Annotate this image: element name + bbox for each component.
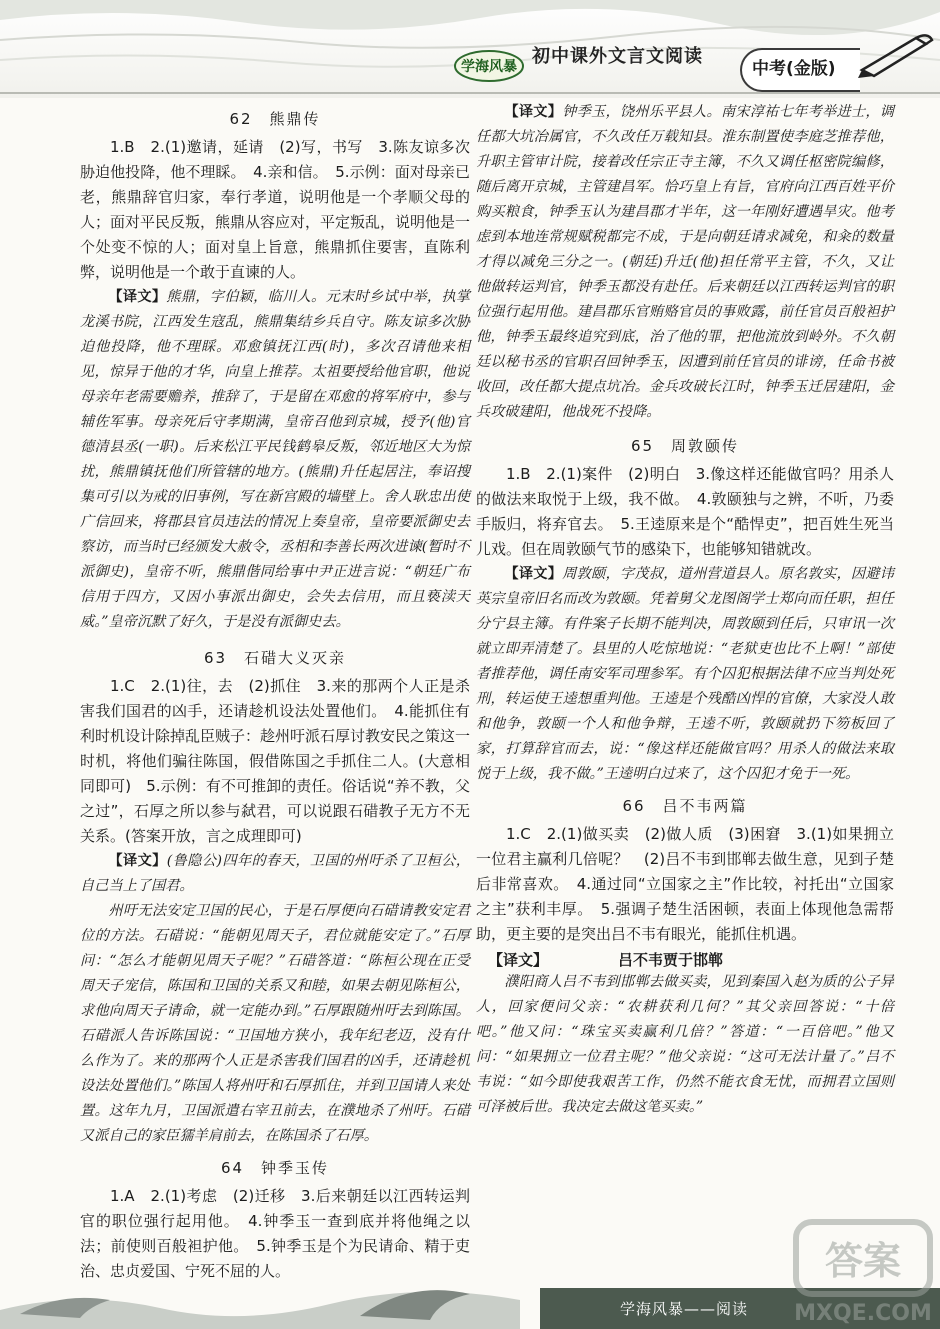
pen-icon [856, 30, 936, 80]
section-66-answers: 1.C 2.(1)做买卖 (2)做人质 (3)困窘 3.(1)如果拥立一位君主赢利几倍呢？ (2)吕不韦到邯郸去做生意，见到子楚后非常喜欢。 4.通过同“立国家之主”作比较，衬托出“立国家之主”获利丰厚。 5.强调子楚生活困顿，表面上体现他急需帮助，更主要的是突出吕不韦有眼光，能抓住机遇。 [476, 825, 894, 943]
section-66-subtitle-text: 吕不韦贾于邯郸 [618, 951, 724, 969]
section-66-subtitle [476, 949, 894, 970]
section-62-translation-text: 熊鼎，字伯颖，临川人。元末时乡试中举，执掌龙溪书院，江西发生寇乱，熊鼎集结乡兵自守。陈友谅多次胁迫他投降，他不理睬。邓愈镇抚江西(时)，多次召请他来相见，惊异于他的才华，向皇上推荐。太祖要授给他官职，他说母亲年老需要赡养，推辞了，于是留在邓愈的将军府中，参与辅佐军事。母亲死后守孝期满，皇帝召他到京城，授予(他)官德清县丞(一职)。后来松江平民钱鹤皋反叛，邻近地区大为惊扰，熊鼎镇抚他们所管辖的地方。(熊鼎)升任起居注，奉诏搜集可引以为戒的旧事例，写在新宫殿的墙壁上。舍人耿忠出使广信回来，将郡县官员违法的情况上奏皇帝，皇帝要派御史去察访，而当时已经颁发大赦令，丞相和李善长两次进谏(暂时不派御史)，皇帝不听，熊鼎偕同给事中尹正进言说：“朝廷广布信用于四方，又因小事派出御史，会失去信用，而且亵渎天威。”皇帝沉默了好久，于是没有派御史去。 [80, 289, 470, 630]
section-64-translation [476, 100, 894, 425]
translation-tag: 【译文】 [504, 566, 563, 582]
section-63-translation-lead-text: (鲁隐公)四年的春天，卫国的州吁杀了卫桓公，自己当上了国君。 [80, 853, 470, 894]
section-64-translation-text: 钟季玉，饶州乐平县人。南宋淳祐七年考举进士，调任都大坑冶属官，不久改任万载知县。淮东制置使李庭芝推荐他，升职主管审计院，接着改任宗正寺主簿，不久又调任枢密院编修，随后离开京城，主管建昌军。恰巧皇上有旨，官府向江西百姓平价购买粮食，钟季玉认为建昌郡才半年，这一年刚好遭遇旱灾。他考虑到本地连常规赋税都完不成，于是向朝廷请求减免，和籴的数量才得以减免三分之一。(朝廷)升迁(他)担任常平主管，不久，又让他做转运判官，钟季玉都没有赴任。后来朝廷以江西转运判官的职位强行起用他。建昌郡乐官贿赂官员的事败露，前任官员百般袒护他，钟季玉最终追究到底，治了他的罪，把他流放到岭外。不久朝廷以秘书丞的官职召回钟季玉，因遭到前任官员的诽谤，任命书被收回，改任都大提点坑冶。金兵攻破长江时，钟季玉迁居建阳，金兵攻破建阳，他战死不投降。 [476, 104, 894, 420]
translation-tag: 【译文】 [488, 951, 549, 969]
svg-text:MXQE.COM: MXQE.COM [794, 1301, 932, 1326]
section-64-title: 64 钟季玉传 [220, 1159, 330, 1177]
left-column [80, 100, 470, 1284]
publisher-logo-icon [452, 46, 526, 84]
footer-series-label: 学海风暴——阅读 [620, 1300, 749, 1318]
section-65-translation-text: 周敦颐，字茂叔，道州营道县人。原名敦实，因避讳英宗皇帝旧名而改为敦颐。凭着舅父龙图阁学士郑向而任职，担任分宁县主簿。有件案子长期不能判决，周敦颐到任后，只审讯一次就立即弄清楚了。县里的人吃惊地说：“老狱吏也比不上啊！”部使者推荐他，调任南安军司理参军。有个囚犯根据法律不应当判处死刑，转运使王逵想重判他。王逵是个残酷凶悍的官僚，大家没人敢和他争，敦颐一个人和他争辩，王逵不听，敦颐就扔下笏板回了家，打算辞官而去，说：“像这样还能做官吗？用杀人的做法来取悦于上级，我不做。”王逵明白过来了，这个囚犯才免于一死。 [476, 566, 894, 782]
section-63-answers: 1.C 2.(1)往，去 (2)抓住 3.来的那两个人正是杀害我们国君的凶手，还请趁机设法处置他们。 4.能抓住有利时机设计除掉乱臣贼子：趁州吁派石厚讨教安民之策这一时机，将他们骗往陈国，假借陈国之手抓住二人。(大意相同即可) 5.示例：有不可推卸的责任。俗话说“养不教，父之过”，石厚之所以参与弑君，可以说跟石碏教子无方不无关系。(答案开放，言之成理即可) [80, 677, 471, 845]
section-62-translation [80, 285, 470, 635]
watermark-stamp-icon [788, 1212, 938, 1329]
svg-text:答案: 答案 [824, 1239, 902, 1283]
page-header [0, 0, 940, 98]
logo-text: 学海风暴 [461, 59, 517, 75]
section-63-title: 63 石碏大义灭亲 [203, 649, 347, 667]
section-66-translation: 濮阳商人吕不韦到邯郸去做买卖，见到秦国入赵为质的公子异人，回家便问父亲：“农耕获利几何？”其父亲回答说：“十倍吧。”他又问：“珠宝买卖赢利几倍？”答道：“一百倍吧。”他又问：“如果拥立一位君主呢？”他父亲说：“这可无法计量了。”吕不韦说：“如今即使我艰苦工作，仍然不能衣食无忧，而拥君立国则可泽被后世。我决定去做这笔买卖。” [476, 974, 894, 1115]
right-column [476, 100, 894, 1120]
translation-tag: 【译文】 [504, 104, 563, 120]
section-65-translation [476, 562, 894, 787]
translation-tag: 【译文】 [108, 853, 167, 869]
section-63-translation-lead [80, 849, 470, 899]
section-62-answers: 1.B 2.(1)邀请，延请 (2)写，书写 3.陈友谅多次胁迫他投降，他不理睬。 4.亲和信。 5.示例：面对母亲已老，熊鼎辞官归家，奉行孝道，说明他是一个孝顺父母的人；面对平民反叛，熊鼎从容应对，平定叛乱，说明他是一个处变不惊的人；面对皇上旨意，熊鼎抓住要害，直陈利弊，说明他是一个敢于直谏的人。 [80, 138, 471, 281]
section-65-title: 65 周敦颐传 [630, 437, 740, 455]
book-title: 初中课外文言文阅读 [532, 46, 703, 67]
edition-label: 中考(金版) [752, 59, 836, 79]
section-63-translation: 州吁无法安定卫国的民心，于是石厚便向石碏请教安定君位的方法。石碏说：“能朝见周天子，君位就能安定了。”石厚问：“怎么才能朝见周天子呢？”石碏答道：“陈桓公现在正受周天子宠信，陈国和卫国的关系又和睦，如果去朝见陈桓公，求他向周天子请命，就一定能办到。”石厚跟随州吁去到陈国。石碏派人告诉陈国说：“卫国地方狭小，我年纪老迈，没有什么作为了。来的那两个人正是杀害我们国君的凶手，还请趁机设法处置他们。”陈国人将州吁和石厚抓住，并到卫国请人来处置。这年九月，卫国派遣右宰丑前去，在濮地杀了州吁。石碏又派自己的家臣獳羊肩前去，在陈国杀了石厚。 [80, 903, 470, 1144]
translation-tag: 【译文】 [108, 289, 167, 305]
section-62-title: 62 熊鼎传 [229, 110, 321, 128]
section-65-answers: 1.B 2.(1)案件 (2)明白 3.像这样还能做官吗？用杀人的做法来取悦于上级，我不做。 4.敦颐独与之辨，不听，乃委手版归，将弃官去。 5.王逵原来是个“酷悍吏”，把百姓生死当儿戏。但在周敦颐气节的感染下，也能够知错就改。 [476, 465, 894, 558]
header-rule [0, 92, 940, 94]
section-64-answers: 1.A 2.(1)考虑 (2)迁移 3.后来朝廷以江西转运判官的职位强行起用他。 4.钟季玉一查到底并将他绳之以法；前使则百般袒护他。 5.钟季玉是个为民请命、精于吏治、忠贞爱国、宁死不屈的人。 [80, 1187, 470, 1280]
section-66-title: 66 吕不韦两篇 [622, 797, 748, 815]
